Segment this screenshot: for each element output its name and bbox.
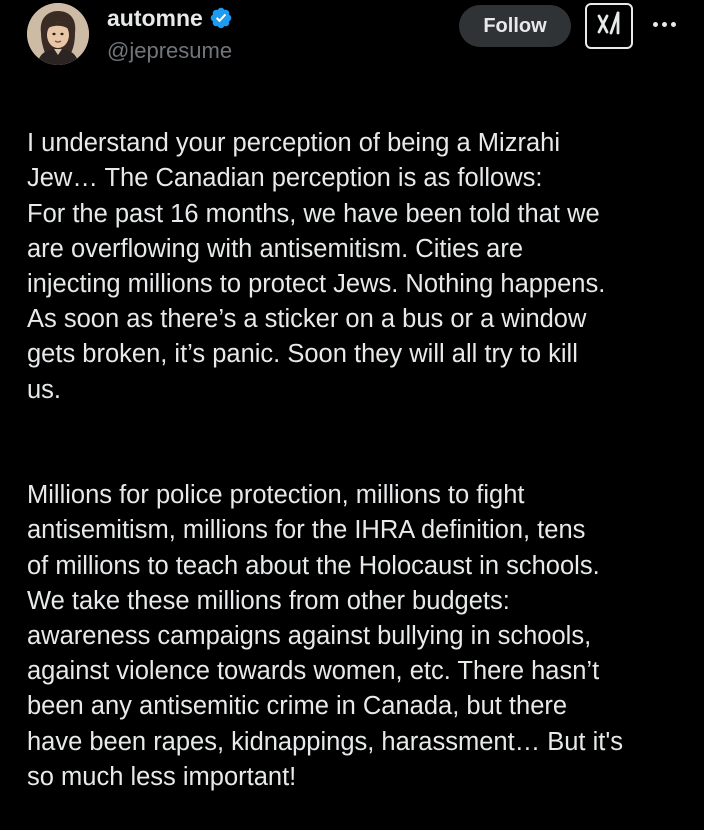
follow-button[interactable]: Follow: [459, 5, 571, 47]
grok-icon: [594, 9, 624, 44]
post-body: [27, 91, 687, 830]
post-paragraph: I understand your perception of being a Mizrahi Jew… The Canadian perception is as follows: For the past 16 months, we have been told that we are overflowing with antisemitism. Cities are injecting millions to protect Jews. Nothing happens. As soon as there’s a sticker on a bus or a window gets broken, it’s panic. Soon they will all try to kill us.: [27, 129, 606, 404]
author-display-name[interactable]: automne: [107, 5, 203, 31]
more-options-button[interactable]: [647, 12, 681, 36]
grok-button[interactable]: [585, 3, 633, 49]
verified-badge-icon: [209, 6, 233, 30]
author-name-row[interactable]: [107, 4, 233, 32]
post-paragraph: Millions for police protection, millions to fight antisemitism, millions for the IHRA definition, tens of millions to teach about the Holocaust in schools. We take these millions from other budgets: awareness campaigns against bullying in schools, against violence towards women, etc. There hasn’t been any antisemitic crime in Canada, but there have been rapes, kidnappings, harassment… But it's so much less important!: [27, 481, 623, 791]
author-handle[interactable]: @jepresume: [107, 38, 233, 63]
avatar[interactable]: [27, 3, 89, 65]
more-icon: [653, 22, 658, 27]
